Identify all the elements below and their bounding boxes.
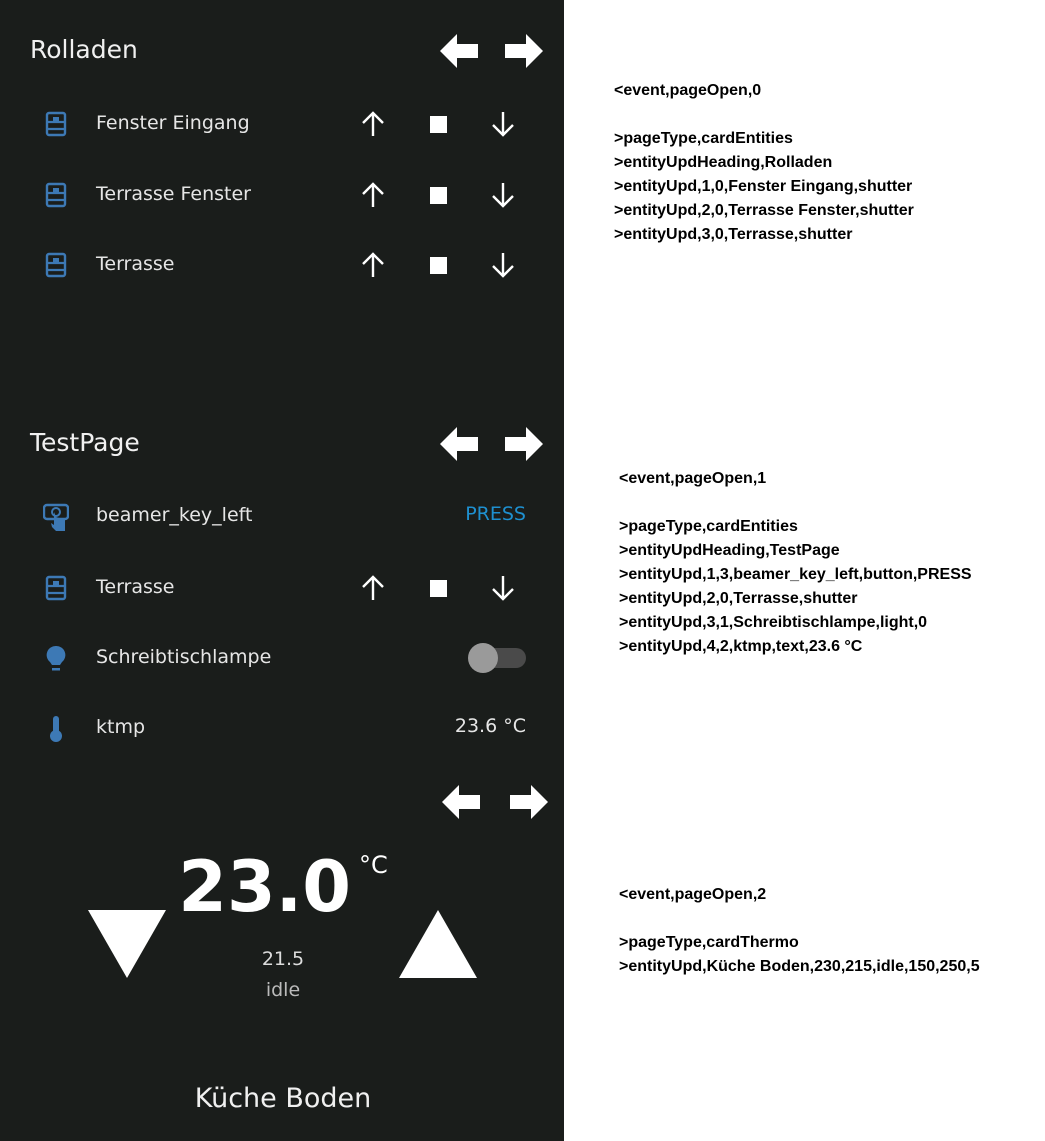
lightbulb-icon — [45, 645, 67, 671]
page-heading: Rolladen — [30, 35, 138, 64]
log-line: <event,pageOpen,0 — [614, 82, 762, 99]
entity-name: Schreibtischlampe — [96, 646, 272, 668]
shutter-up-button[interactable] — [358, 180, 388, 210]
shutter-icon — [45, 182, 67, 208]
log-line: >pageType,cardEntities — [619, 518, 798, 535]
shutter-icon — [45, 575, 67, 601]
page-heading: TestPage — [30, 428, 140, 457]
log-line: >entityUpd,4,2,ktmp,text,23.6 °C — [619, 638, 863, 655]
log-line: >pageType,cardEntities — [614, 130, 793, 147]
shutter-stop-button[interactable] — [423, 573, 453, 603]
light-toggle[interactable] — [468, 645, 526, 671]
shutter-icon — [45, 111, 67, 137]
log-line: >entityUpd,3,0,Terrasse,shutter — [614, 226, 853, 243]
prev-page-button[interactable] — [442, 785, 482, 819]
shutter-up-button[interactable] — [358, 250, 388, 280]
increase-temperature-button[interactable] — [399, 910, 477, 978]
shutter-stop-button[interactable] — [423, 109, 453, 139]
prev-page-button[interactable] — [440, 34, 480, 68]
press-button[interactable]: PRESS — [465, 503, 526, 525]
target-temperature: 23.0 — [178, 846, 351, 928]
entity-name: Terrasse — [96, 576, 175, 598]
shutter-down-button[interactable] — [488, 573, 518, 603]
log-line: >entityUpd,1,0,Fenster Eingang,shutter — [614, 178, 913, 195]
thermostat-name: Küche Boden — [194, 1083, 372, 1114]
log-line: >entityUpd,1,3,beamer_key_left,button,PRESS — [619, 566, 972, 583]
entity-name: Terrasse — [96, 253, 175, 275]
log-line: >entityUpdHeading,TestPage — [619, 542, 840, 559]
next-page-button[interactable] — [503, 427, 543, 461]
touch-button-icon — [43, 503, 65, 529]
thermo-state: idle — [265, 979, 301, 1001]
shutter-up-button[interactable] — [358, 573, 388, 603]
prev-page-button[interactable] — [440, 427, 480, 461]
thermometer-icon — [45, 715, 67, 741]
shutter-down-button[interactable] — [488, 180, 518, 210]
shutter-icon — [45, 252, 67, 278]
entity-name: Fenster Eingang — [96, 112, 250, 134]
temperature-unit: °C — [358, 851, 388, 879]
shutter-down-button[interactable] — [488, 250, 518, 280]
log-line: >pageType,cardThermo — [619, 934, 799, 951]
entity-value: 23.6 °C — [454, 715, 526, 737]
log-line: >entityUpd,3,1,Schreibtischlampe,light,0 — [619, 614, 928, 631]
log-line: >entityUpd,2,0,Terrasse Fenster,shutter — [614, 202, 914, 219]
entity-name: Terrasse Fenster — [96, 183, 251, 205]
log-line: <event,pageOpen,1 — [619, 470, 767, 487]
entity-name: beamer_key_left — [96, 504, 253, 526]
decrease-temperature-button[interactable] — [88, 910, 166, 978]
target-temperature-display — [170, 842, 396, 932]
next-page-button[interactable] — [503, 34, 543, 68]
next-page-button[interactable] — [508, 785, 548, 819]
log-line: >entityUpd,Küche Boden,230,215,idle,150,250,5 — [619, 958, 980, 975]
entity-name: ktmp — [96, 716, 146, 738]
log-line: >entityUpd,2,0,Terrasse,shutter — [619, 590, 858, 607]
shutter-down-button[interactable] — [488, 109, 518, 139]
log-line: <event,pageOpen,2 — [619, 886, 767, 903]
shutter-stop-button[interactable] — [423, 250, 453, 280]
current-temperature: 21.5 — [261, 948, 305, 970]
shutter-stop-button[interactable] — [423, 180, 453, 210]
log-line: >entityUpdHeading,Rolladen — [614, 154, 833, 171]
shutter-up-button[interactable] — [358, 109, 388, 139]
